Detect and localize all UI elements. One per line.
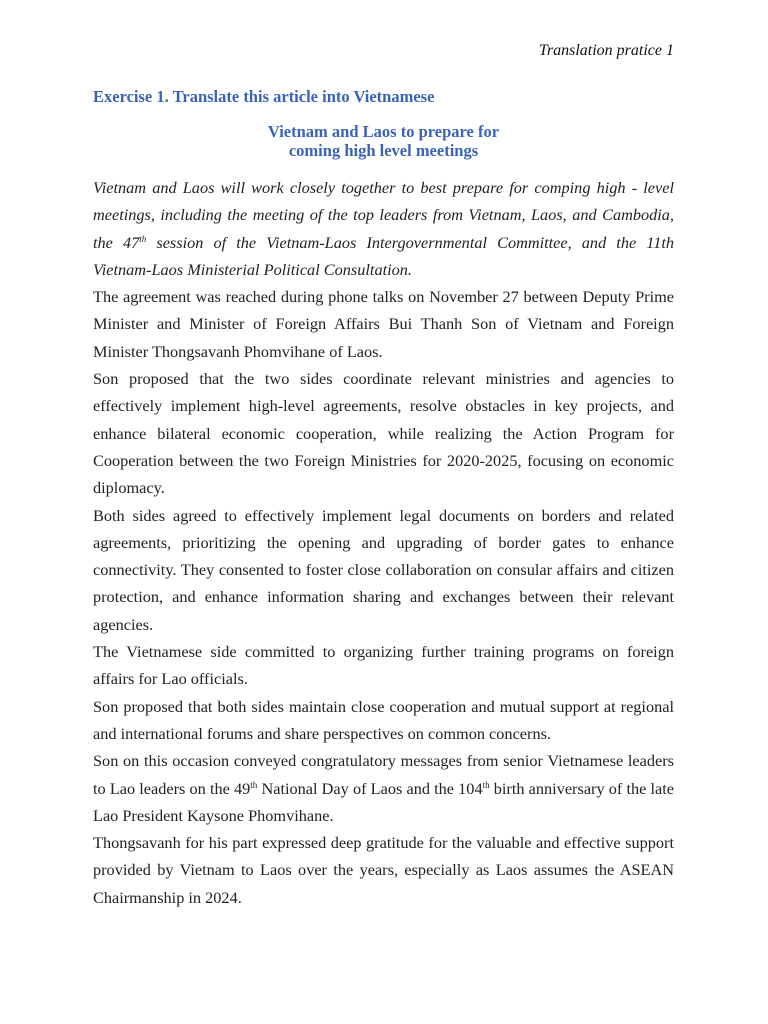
document-page bbox=[93, 0, 674, 1024]
congrats-superscript-2: th bbox=[482, 779, 490, 790]
exercise-heading: Exercise 1. Translate this article into Vietnamese bbox=[93, 87, 435, 106]
congrats-text-part-2: National Day of Laos and the 104 bbox=[257, 778, 483, 798]
lead-text-part-2: session of the Vietnam-Laos Intergovernmental Committee, and the 11th Vietnam-Laos Ministerial Political Consultation. bbox=[93, 232, 675, 279]
paragraph-agreement: The agreement was reached during phone talks on November 27 between Deputy Prime Minister and Minister of Foreign Affairs Bui Thanh Son of Vietnam and Foreign Minister Thongsavanh Phomvihane of Laos. bbox=[93, 287, 674, 361]
lead-paragraph bbox=[93, 174, 674, 283]
article-title-line-2: coming high level meetings bbox=[288, 141, 479, 160]
congrats-text-part-1: Son on this occasion conveyed congratulatory messages from senior Vietnamese leaders to Lao leaders on the 49 bbox=[93, 751, 674, 798]
paragraph-congratulations bbox=[93, 747, 674, 829]
article-body bbox=[93, 174, 674, 911]
article-title bbox=[93, 122, 674, 160]
paragraph-proposal: Son proposed that the two sides coordinate relevant ministries and agencies to effectively implement high-level agreements, resolve obstacles in key projects, and enhance bilateral economic cooperation, while realizing the Action Program for Cooperation between the two Foreign Ministries for 2020-2025, focusing on economic diplomacy. bbox=[93, 369, 674, 498]
paragraph-closing: Thongsavanh for his part expressed deep gratitude for the valuable and effective support provided by Vietnam to Laos over the years, especially as Laos assumes the ASEAN Chairmanship in 2024. bbox=[93, 833, 674, 907]
congrats-superscript-1: th bbox=[250, 779, 258, 790]
lead-superscript: th bbox=[139, 233, 147, 244]
paragraph-borders: Both sides agreed to effectively implement legal documents on borders and related agreements, prioritizing the opening and upgrading of border gates to enhance connectivity. They consented to foster close collaboration on consular affairs and citizen protection, and enhance information sharing and exchanges between their relevant agencies. bbox=[93, 505, 674, 634]
lead-text-part-1: Vietnam and Laos will work closely together to best prepare for comping high - level meetings, including the meeting of the top leaders from Vietnam, Laos, and Cambodia, the 47 bbox=[93, 178, 674, 252]
paragraph-training: The Vietnamese side committed to organizing further training programs on foreign affairs for Lao officials. bbox=[93, 642, 674, 689]
congrats-text-part-3: birth anniversary of the late Lao President Kaysone Phomvihane. bbox=[93, 778, 675, 825]
paragraph-forums: Son proposed that both sides maintain close cooperation and mutual support at regional and international forums and share perspectives on common concerns. bbox=[93, 696, 674, 743]
running-header: Translation pratice 1 bbox=[538, 42, 674, 59]
article-title-line-1: Vietnam and Laos to prepare for bbox=[267, 122, 500, 141]
